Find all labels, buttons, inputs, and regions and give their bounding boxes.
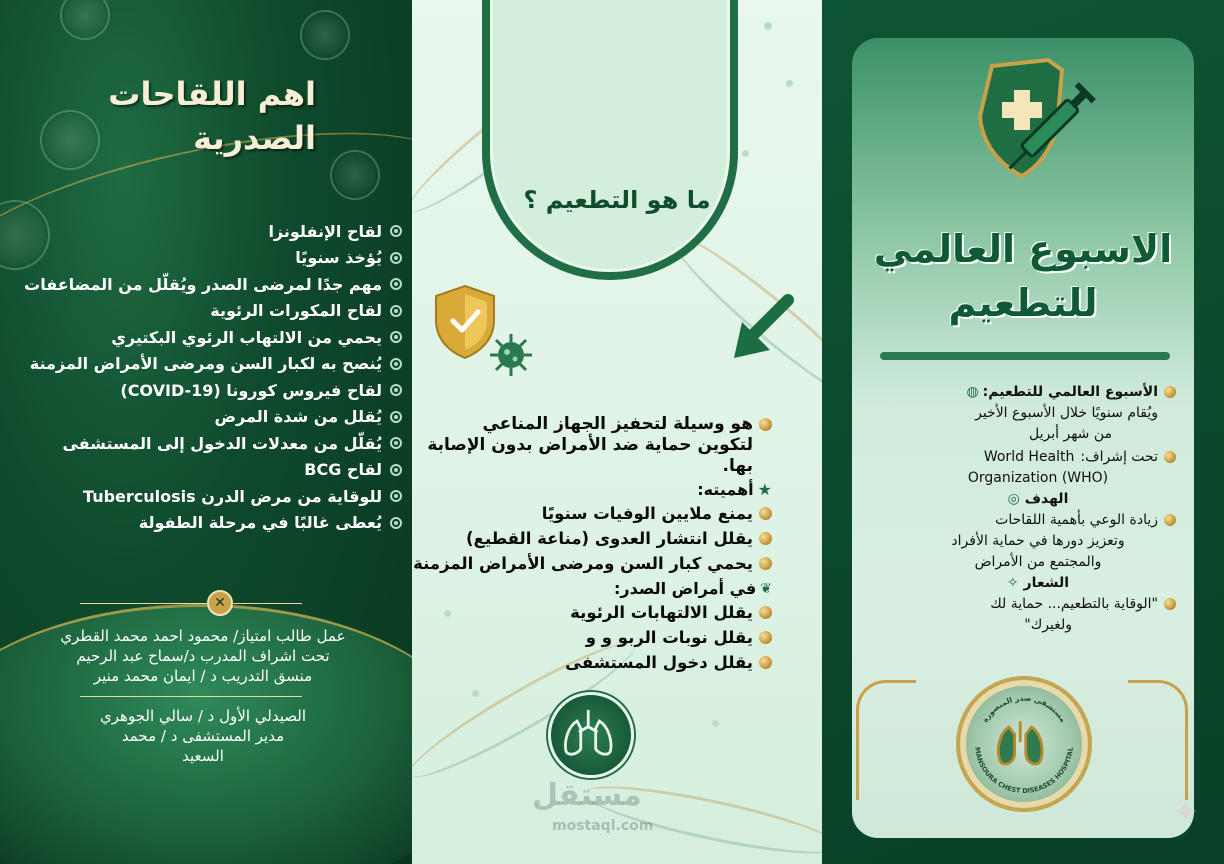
network-node-decoration	[742, 150, 749, 157]
virus-bullet-icon	[390, 517, 402, 529]
sparkle-small-icon: ✧	[1006, 575, 1019, 591]
week-info	[900, 382, 1176, 636]
virus-decoration-icon	[60, 0, 110, 40]
list-item: يُعطى غالبًا في مرحلة الطفولة	[2, 510, 402, 537]
list-item: يمنع ملايين الوفيات سنويًا	[422, 501, 772, 526]
virus-bullet-icon	[390, 331, 402, 343]
credits-bottom	[8, 706, 398, 766]
credit-line: منسق التدريب د / ايمان محمد منير	[93, 667, 313, 685]
virus-bullet-icon	[390, 437, 402, 449]
list-item: يُقلل من شدة المرض	[2, 404, 402, 431]
virus-bullet-icon	[390, 490, 402, 502]
list-item: لقاح BCG	[2, 457, 402, 484]
bullet-icon	[759, 507, 772, 520]
credit-line: السعيد	[182, 747, 224, 765]
list-item: يقلل دخول المستشفى	[422, 650, 772, 675]
virus-bullet-icon	[390, 358, 402, 370]
divider-bar	[880, 352, 1170, 360]
seal-text-bottom: MANSOURA CHEST DISEASES HOSPITAL	[973, 746, 1075, 795]
list-item: يقلل انتشار العدوى (مناعة القطيع)	[422, 526, 772, 551]
svg-text:MANSOURA CHEST DISEASES HOSPIT	[973, 746, 1075, 795]
seal-lungs-icon	[998, 721, 1042, 764]
network-node-decoration	[786, 80, 793, 87]
goal-line: والمجتمع من الأمراض	[974, 554, 1102, 570]
list-item: يُنصح به لكبار السن ومرضى الأمراض المزمنة	[2, 351, 402, 378]
virus-bullet-icon	[390, 278, 402, 290]
virus-bullet-icon	[390, 305, 402, 317]
right-panel	[822, 0, 1224, 864]
left-panel	[0, 0, 412, 864]
virus-bullet-icon	[390, 411, 402, 423]
bullet-icon	[1164, 386, 1176, 398]
left-title-line1: اهم اللقاحات	[108, 75, 316, 113]
virus-icon	[486, 330, 536, 380]
middle-title: ما هو التطعيم ؟	[523, 186, 711, 214]
credit-line: عمل طالب امتياز/ محمود احمد محمد القطري	[60, 627, 346, 645]
list-item: يحمي كبار السن ومرضى الأمراض المزمنة	[422, 551, 772, 576]
goal-heading: الهدف ◎	[1007, 491, 1069, 507]
bullet-icon	[1164, 598, 1176, 610]
list-item: لقاح فيروس كورونا (COVID-19)	[2, 377, 402, 404]
bullet-icon	[759, 631, 772, 644]
vaccine-list	[2, 218, 402, 536]
chest-heading: ❦ في أمراض الصدر:	[614, 579, 772, 598]
week-heading-row: الأسبوع العالمي للتطعيم: ◍	[900, 382, 1176, 403]
week-line: ويُقام سنويًا خلال الأسبوع الأخير	[975, 405, 1158, 421]
sparkle-icon: ✦	[1172, 795, 1198, 830]
arrow-down-left-icon	[724, 292, 796, 368]
slogan-row: "الوقاية بالتطعيم... حماية لك	[900, 594, 1176, 615]
virus-decoration-icon	[40, 110, 100, 170]
left-title	[108, 72, 316, 160]
bullet-icon	[759, 557, 772, 570]
list-item: يُؤخذ سنويًا	[2, 245, 402, 272]
week-line: من شهر أبريل	[1029, 426, 1112, 442]
list-item: للوقاية من مرض الدرن Tuberculosis	[2, 483, 402, 510]
gold-frame-decoration	[856, 680, 916, 800]
middle-panel	[412, 0, 822, 864]
virus-bullet-icon	[390, 252, 402, 264]
seal-text-top: مستشفى صدر المنصورة	[980, 693, 1068, 724]
bullet-icon	[1164, 451, 1176, 463]
syringe-shield-icon	[952, 56, 1112, 196]
target-icon: ◎	[1007, 491, 1020, 507]
list-item: يُقلّل من معدلات الدخول إلى المستشفى	[2, 430, 402, 457]
goal-line: وتعزيز دورها في حماية الأفراد	[951, 533, 1125, 549]
list-item: يقلل الالتهابات الرئوية	[422, 600, 772, 625]
bullet-icon	[759, 656, 772, 669]
divider	[80, 603, 302, 604]
globe-icon: ◍	[966, 384, 979, 400]
watermark: مستقل	[532, 778, 642, 813]
credit-line: الصيدلي الأول د / سالي الجوهري	[100, 707, 306, 725]
left-title-line2: الصدرية	[193, 119, 316, 157]
hospital-seal	[956, 676, 1092, 812]
right-title-line2: للتطعيم	[948, 281, 1098, 325]
right-title-line1: الاسبوع العالمي	[873, 227, 1173, 271]
slogan-line: ولغيرك"	[1024, 617, 1072, 633]
virus-bullet-icon	[390, 384, 402, 396]
network-node-decoration	[472, 690, 479, 697]
importance-heading: ★ أهميته:	[697, 480, 772, 499]
divider	[80, 696, 302, 697]
list-item: مهم جدًا لمرضى الصدر ويُقلّل من المضاعفات	[2, 271, 402, 298]
list-item: يقلل نوبات الربو و و	[422, 625, 772, 650]
supervision-org: Organization (WHO)	[967, 470, 1109, 486]
gold-frame-decoration	[1128, 680, 1188, 800]
watermark-url: mostaql.com	[552, 818, 654, 834]
network-node-decoration	[712, 720, 719, 727]
list-item: يحمي من الالتهاب الرئوي البكتيري	[2, 324, 402, 351]
emblem-icon: ✕	[207, 590, 233, 616]
bullet-icon	[759, 418, 772, 431]
credits-top	[8, 626, 398, 686]
bullet-icon	[759, 606, 772, 619]
list-item: لقاح المكورات الرئوية	[2, 298, 402, 325]
credit-line: تحت اشراف المدرب د/سماح عبد الرحيم	[76, 647, 330, 665]
virus-bullet-icon	[390, 464, 402, 476]
list-item: لقاح الإنفلونزا	[2, 218, 402, 245]
star-icon: ★	[757, 480, 772, 499]
network-node-decoration	[764, 22, 772, 30]
vaccination-definition	[413, 414, 772, 675]
right-title	[852, 222, 1194, 330]
lungs-icon	[548, 692, 634, 778]
supervision-row: تحت إشراف: World Health	[900, 447, 1176, 468]
virus-bullet-icon	[390, 225, 402, 237]
lungs-small-icon: ❦	[760, 581, 772, 597]
bullet-icon	[1164, 514, 1176, 526]
credit-line: مدير المستشفى د / محمد	[121, 727, 285, 745]
slogan-heading: الشعار ✧	[1006, 575, 1070, 591]
intro-paragraph: هو وسيلة لتحفيز الجهاز المناعي لتكوين حماية ضد الأمراض بدون الإصابة بها.	[422, 414, 772, 477]
bullet-icon	[759, 532, 772, 545]
virus-decoration-icon	[300, 10, 350, 60]
goal-row: زيادة الوعي بأهمية اللقاحات	[900, 510, 1176, 531]
svg-text:مستشفى صدر المنصورة	[980, 693, 1068, 724]
title-arch	[482, 0, 738, 280]
